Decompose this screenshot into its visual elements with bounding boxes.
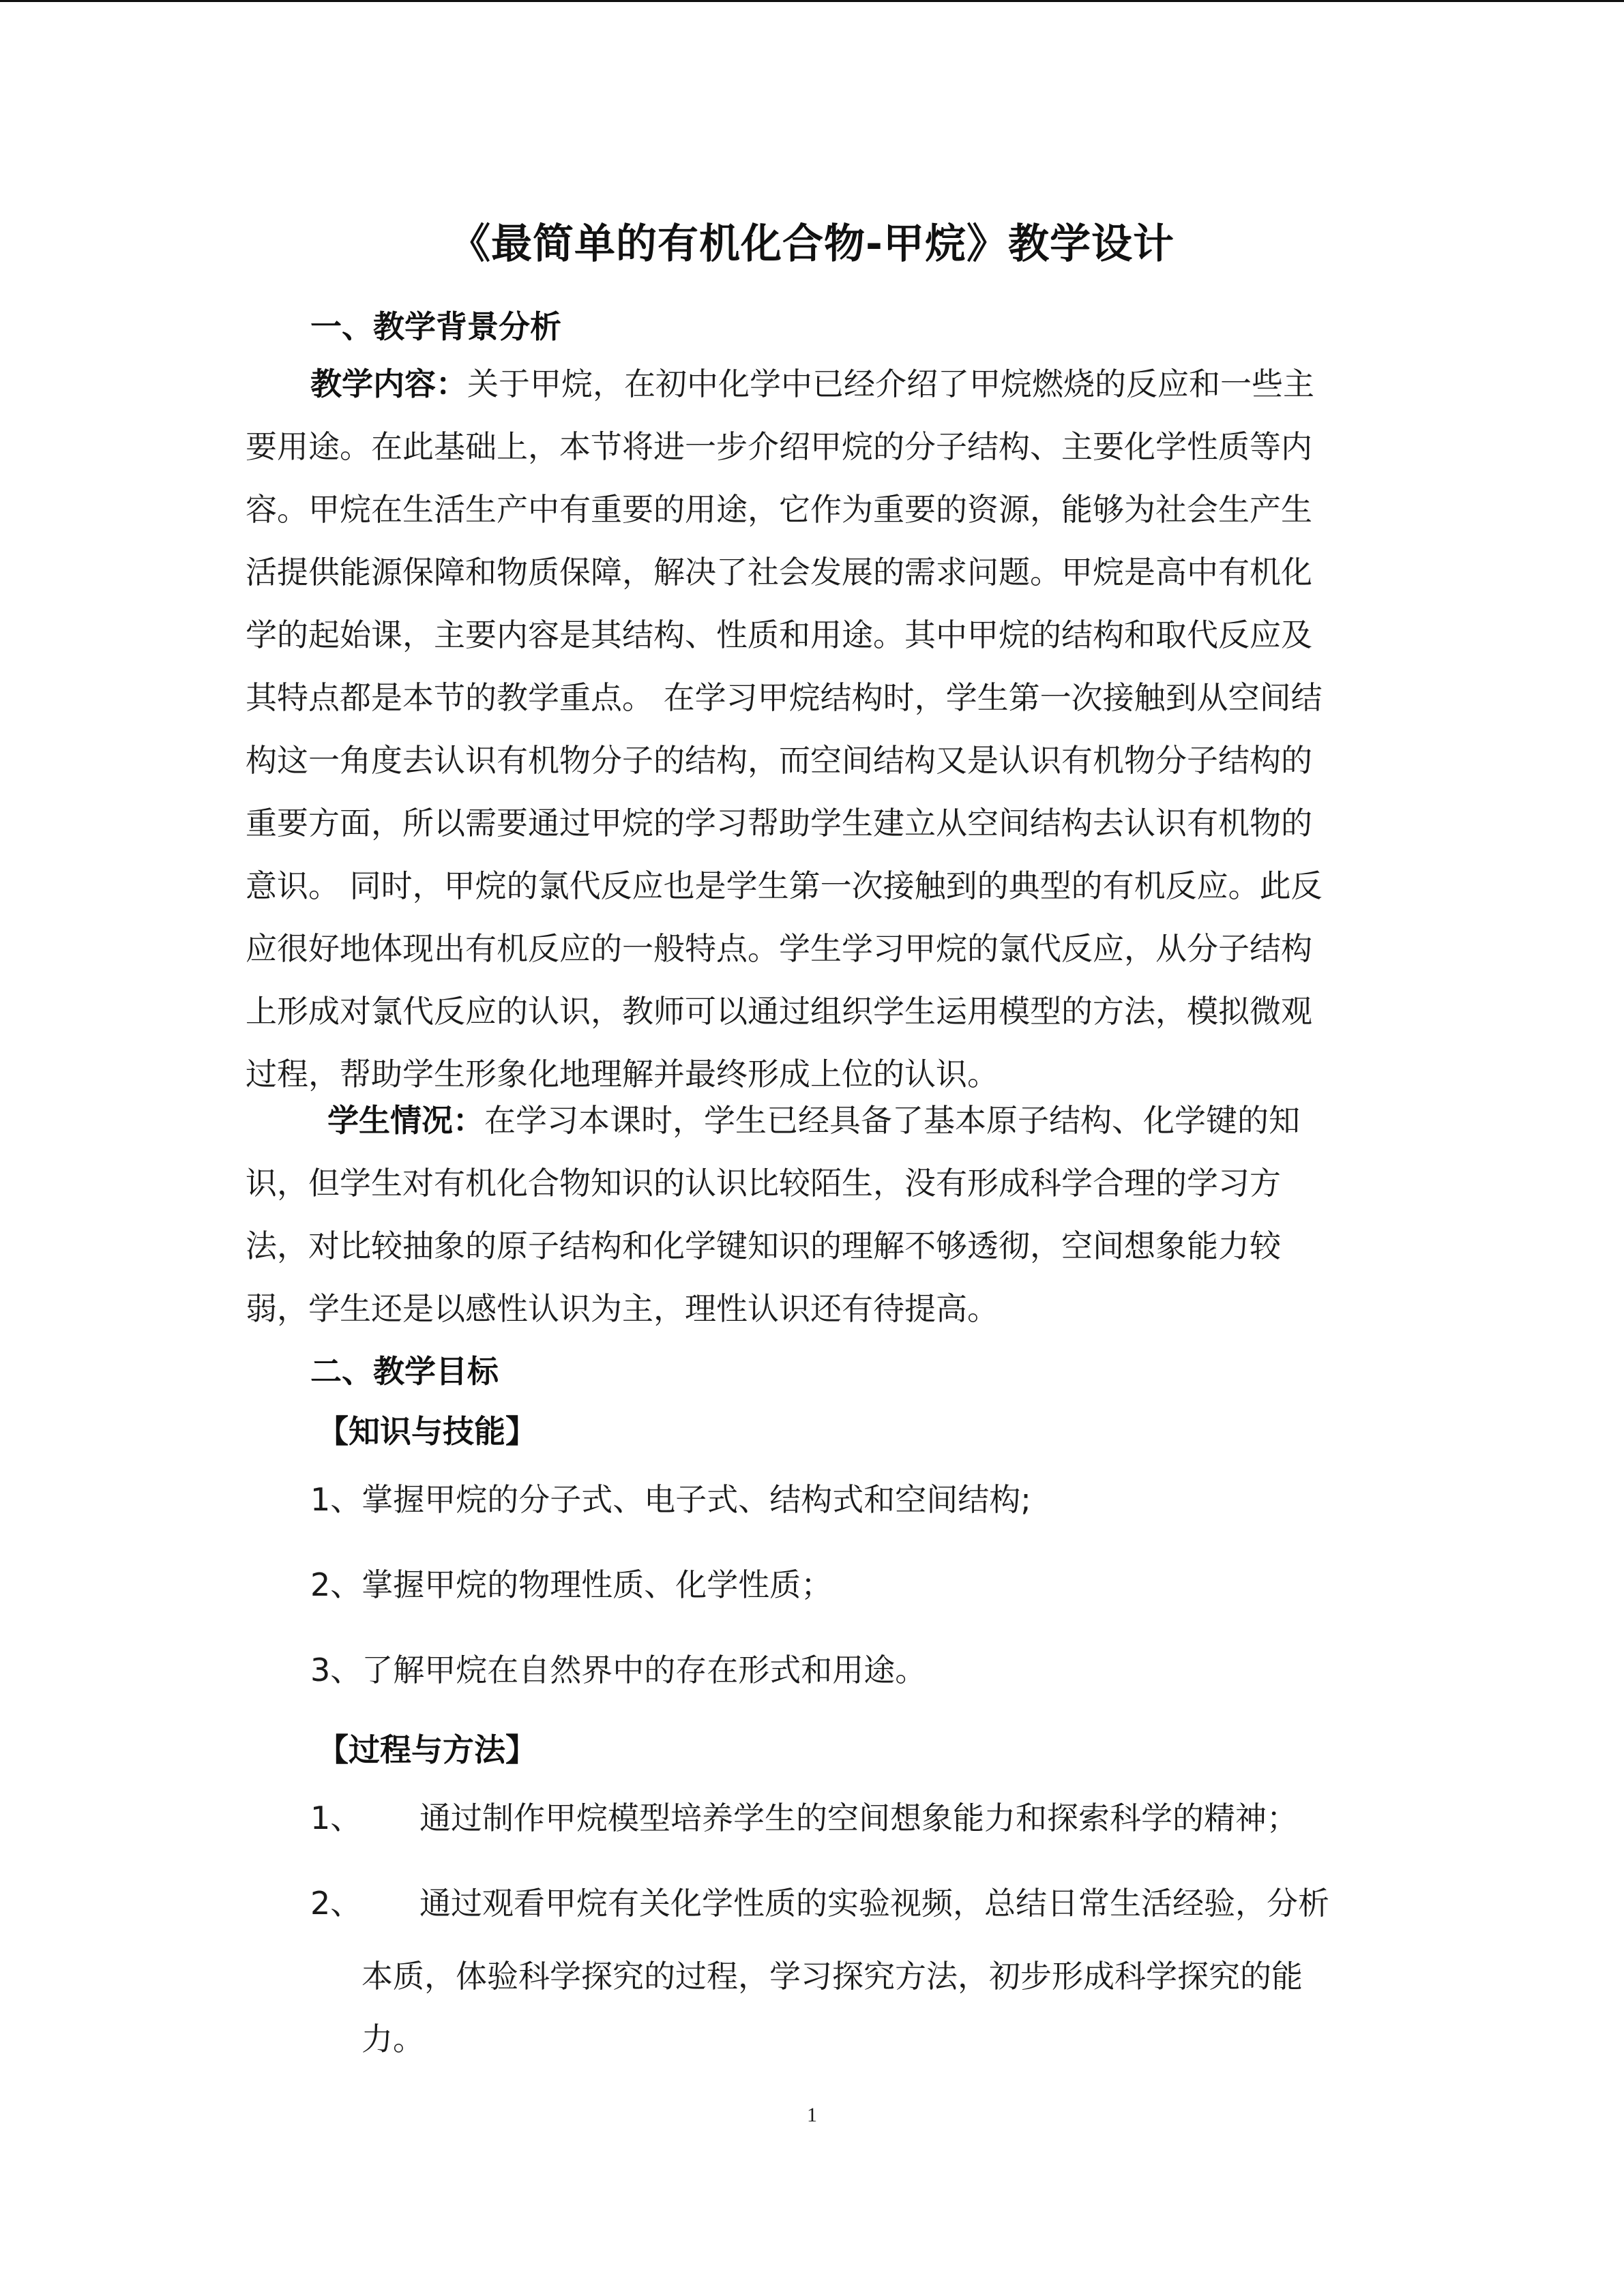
paragraph-line: 学的起始课，主要内容是其结构、性质和用途。其中甲烷的结构和取代反应及 (246, 616, 1312, 653)
teaching-content-paragraph (246, 353, 1323, 1105)
paragraph-line: 活提供能源保障和物质保障，解决了社会发展的需求问题。甲烷是高中有机化 (246, 554, 1312, 591)
section-heading-background: 一、教学背景分析 (310, 308, 561, 345)
document-page: 《最简单的有机化合物-甲烷》教学设计 一、教学背景分析 教学内容：关于甲烷，在初中化学中已经介绍了甲烷燃烧的反应和一些主 要用途。在此基础上，本节将进一步介绍甲烷的分子结构、主要化学性质等内 容。甲烷在生活生产中有重要的用途，它作为重要的资源，能够为社会生产生 活提供能源保障和物质保障，解决了社会发展的需求问题。甲烷是高中有机化 学的起始课，主要内容是其结构、性质和用途。其中甲烷的结构和取代反应及 其特点都是本节的教学重点。 在学习甲烷结构时，学生第一次接触到从空间结 构这一角度去认识有机物分子的结构，而空间结构又是认识有机物分子结构的 重要方面，所以需要通过甲烷的学习帮助学生建立从空间结构去认识有机物的 意识。 同时，甲烷的氯代反应也是学生第一次接触到的典型的有机反应。此反 应很好地体现出有机反应的一般特点。学生学习甲烷的氯代反应，从分子结构 上形成对氯代反应的认识，教师可以通过组织学生运用模型的方法，模拟微观 过程，帮助学生形象化地理解并最终形成上位的认识。 学生情况：在学习本课时，学生已经具备了基本原子结构、化学键的知 识，但学生对有机化合物知识的认识比较陌生，没有形成科学合理的学习方 法，对比较抽象的原子结构和化学键知识的理解不够透彻，空间想象能力较 弱，学生还是以感性认识为主，理性认识还有待提高。 二、教学目标 【知识与技能】 1、掌握甲烷的分子式、电子式、结构式和空间结构; 2、掌握甲烷的物理性质、化学性质； 3、了解甲烷在自然界中的存在形式和用途。 【过程与方法】 1、 通过制作甲烷模型培养学生的空间想象能力和探索科学的精神； 2、 通过观看甲烷有关化学性质的实验视频，总结日常生活经验，分析 本质，体验科学探究的过程，学习探究方法，初步形成科学探究的能 力。 1 (0, 0, 1624, 2296)
paragraph-line: 其特点都是本节的教学重点。 在学习甲烷结构时，学生第一次接触到从空间结 (246, 679, 1323, 716)
process-item-2-continuation (361, 1945, 1303, 2070)
student-situation-label: 学生情况： (327, 1102, 484, 1139)
knowledge-item-3: 3、了解甲烷在自然界中的存在形式和用途。 (310, 1652, 927, 1688)
paragraph-line: 识，但学生对有机化合物知识的认识比较陌生，没有形成科学合理的学习方 (246, 1165, 1281, 1202)
page-number: 1 (807, 2104, 817, 2126)
section-heading-objectives: 二、教学目标 (310, 1353, 499, 1390)
paragraph-line: 应很好地体现出有机反应的一般特点。学生学习甲烷的氯代反应，从分子结构 (246, 930, 1312, 967)
paragraph-line: 构这一角度去认识有机物分子的结构，而空间结构又是认识有机物分子结构的 (246, 742, 1312, 779)
knowledge-item-1: 1、掌握甲烷的分子式、电子式、结构式和空间结构; (310, 1481, 1031, 1518)
subheading-knowledge-skills: 【知识与技能】 (317, 1413, 537, 1450)
top-border-line (0, 0, 1624, 2)
knowledge-item-2: 2、掌握甲烷的物理性质、化学性质； (310, 1566, 833, 1603)
paragraph-line: 容。甲烷在生活生产中有重要的用途，它作为重要的资源，能够为社会生产生 (246, 491, 1312, 528)
paragraph-line: 过程，帮助学生形象化地理解并最终形成上位的认识。 (246, 1056, 999, 1092)
paragraph-line: 力。 (361, 2021, 424, 2057)
paragraph-line: 学生情况：在学习本课时，学生已经具备了基本原子结构、化学键的知 (327, 1102, 1300, 1139)
paragraph-line: 本质，体验科学探究的过程，学习探究方法，初步形成科学探究的能 (361, 1958, 1303, 1995)
paragraph-line: 要用途。在此基础上，本节将进一步介绍甲烷的分子结构、主要化学性质等内 (246, 428, 1312, 465)
paragraph-line: 弱，学生还是以感性认识为主，理性认识还有待提高。 (246, 1290, 999, 1327)
document-title: 《最简单的有机化合物-甲烷》教学设计 (449, 220, 1175, 268)
student-situation-paragraph (246, 1089, 1300, 1340)
paragraph-line: 教学内容：关于甲烷，在初中化学中已经介绍了甲烷燃烧的反应和一些主 (310, 366, 1314, 402)
paragraph-line: 上形成对氯代反应的认识，教师可以通过组织学生运用模型的方法，模拟微观 (246, 993, 1312, 1030)
paragraph-line: 意识。 同时，甲烷的氯代反应也是学生第一次接触到的典型的有机反应。此反 (246, 867, 1323, 904)
paragraph-line: 重要方面，所以需要通过甲烷的学习帮助学生建立从空间结构去认识有机物的 (246, 805, 1312, 841)
teaching-content-label: 教学内容： (310, 366, 467, 402)
paragraph-line: 法，对比较抽象的原子结构和化学键知识的理解不够透彻，空间想象能力较 (246, 1227, 1281, 1264)
subheading-process-methods: 【过程与方法】 (317, 1731, 537, 1768)
